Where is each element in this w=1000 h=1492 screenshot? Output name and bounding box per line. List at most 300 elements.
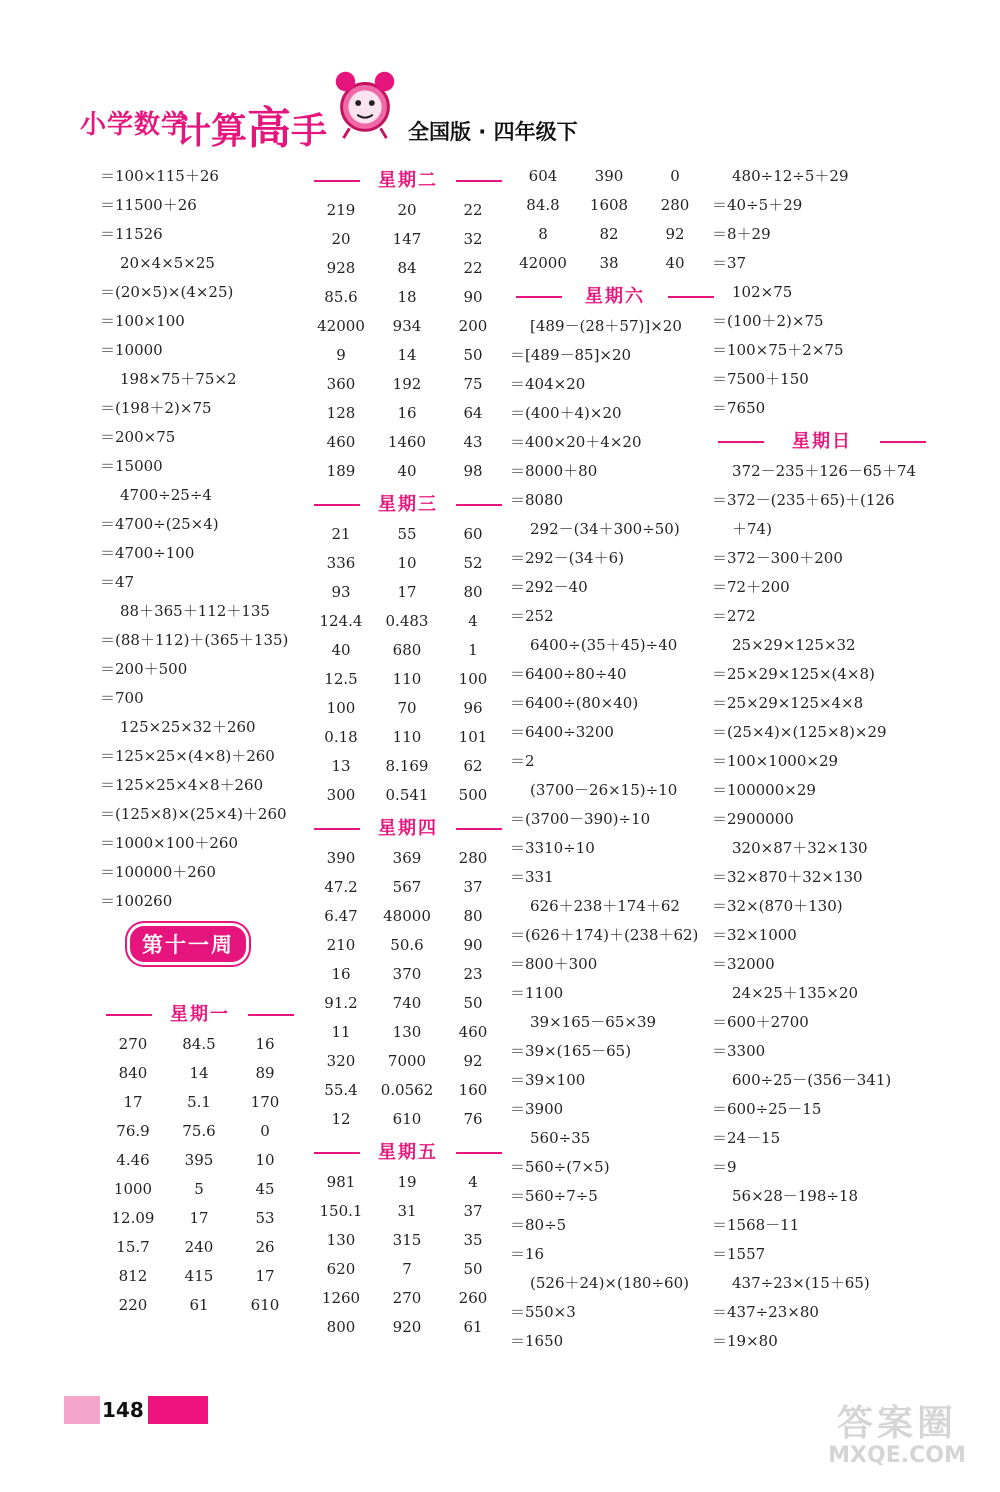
watermark-line: 答案圈 xyxy=(836,1403,957,1444)
calc-line: ＝3900 xyxy=(510,1100,564,1118)
grid-cell: 40 xyxy=(397,462,417,480)
grid-cell: 0.0562 xyxy=(380,1081,434,1099)
calc-line: 39×165－65×39 xyxy=(530,1013,657,1031)
calc-line: 292－(34＋300÷50) xyxy=(530,520,680,538)
calc-line: ＝292－(34＋6) xyxy=(510,549,624,567)
page-header xyxy=(0,0,1000,160)
grid-cell: 22 xyxy=(463,259,483,277)
grid-cell: 800 xyxy=(326,1318,356,1336)
calc-line: ＝100000×29 xyxy=(712,781,816,799)
grid-cell: 10 xyxy=(397,554,417,572)
calc-line: ＝560÷7÷5 xyxy=(510,1187,598,1205)
calc-line: ＝72＋200 xyxy=(712,578,790,596)
column-2 xyxy=(308,162,508,1342)
grid-cell: 90 xyxy=(463,288,483,306)
grid-cell: 100 xyxy=(458,670,488,688)
grid-cell: 84.5 xyxy=(182,1035,216,1053)
header-rule xyxy=(106,1014,152,1016)
grid-cell: 21 xyxy=(331,525,351,543)
calc-line: ＝(25×4)×(125×8)×29 xyxy=(712,723,887,741)
day-label: 星期五 xyxy=(378,1142,438,1163)
grid-cell: 370 xyxy=(392,965,422,983)
calc-line: 56×28－198÷18 xyxy=(732,1187,859,1205)
calc-line: 102×75 xyxy=(732,283,793,301)
calc-line: ＝[489－85]×20 xyxy=(510,346,632,364)
calc-line: ＝8080 xyxy=(510,491,564,509)
grid-cell: 31 xyxy=(397,1202,417,1220)
calc-line: ＝32×870＋32×130 xyxy=(712,868,863,886)
header-rule xyxy=(314,1152,360,1154)
grid-cell: 0.541 xyxy=(385,786,429,804)
calc-line: ＝37 xyxy=(712,254,747,272)
grid-cell: 928 xyxy=(326,259,356,277)
calc-line: ＝200＋500 xyxy=(100,660,188,678)
grid-cell: 17 xyxy=(123,1093,143,1111)
day-label: 星期一 xyxy=(170,1004,230,1025)
calc-line: ＝125×25×(4×8)＋260 xyxy=(100,747,275,765)
calc-line: ＝(3700－390)÷10 xyxy=(510,810,651,828)
calc-line: ＝(20×5)×(4×25) xyxy=(100,283,234,301)
grid-cell: 1260 xyxy=(321,1289,361,1307)
calc-line: ＝100260 xyxy=(100,892,173,910)
grid-cell: 80 xyxy=(463,583,483,601)
header-rule xyxy=(668,296,714,298)
calc-line: ＝1650 xyxy=(510,1332,564,1350)
header-rule xyxy=(718,441,764,443)
grid-cell: 189 xyxy=(326,462,356,480)
grid-cell: 75.6 xyxy=(182,1122,216,1140)
calc-line: ＝11526 xyxy=(100,225,163,243)
grid-cell: 38 xyxy=(599,254,619,272)
day-header-wed xyxy=(308,486,508,520)
calc-line: ＝372－300＋200 xyxy=(712,549,843,567)
watermark-line: MXQE.COM xyxy=(828,1443,966,1468)
calc-line: ＝6400÷(80×40) xyxy=(510,694,639,712)
calc-line: ＝292－40 xyxy=(510,578,588,596)
week-section-header xyxy=(100,916,300,996)
calc-line: ＝1568－11 xyxy=(712,1216,800,1234)
calc-line: ＝3300 xyxy=(712,1042,766,1060)
grid-cell: 981 xyxy=(326,1173,356,1191)
grid-cell: 460 xyxy=(458,1023,488,1041)
grid-cell: 89 xyxy=(255,1064,275,1082)
grid-cell: 10 xyxy=(255,1151,275,1169)
grid-cell: 14 xyxy=(189,1064,209,1082)
calc-line: ＝8＋29 xyxy=(712,225,771,243)
header-rule xyxy=(880,441,926,443)
grid-cell: 48000 xyxy=(383,907,431,925)
grid-cell: 91.2 xyxy=(324,994,358,1012)
calc-line: ＝125×25×4×8＋260 xyxy=(100,776,264,794)
grid-cell: 315 xyxy=(392,1231,422,1249)
grid-cell: 55 xyxy=(397,525,417,543)
grid-cell: 200 xyxy=(458,317,488,335)
grid-cell: 84 xyxy=(397,259,417,277)
grid-cell: 82 xyxy=(599,225,619,243)
grid-cell: 16 xyxy=(397,404,417,422)
day-header-tue xyxy=(308,162,508,196)
calc-line: ＝100×75＋2×75 xyxy=(712,341,844,359)
grid-cell: 320 xyxy=(326,1052,356,1070)
calc-line: 372－235＋126－65＋74 xyxy=(732,462,917,480)
grid-cell: 101 xyxy=(458,728,488,746)
grid-cell: 0.483 xyxy=(385,612,429,630)
day-header-mon xyxy=(100,996,300,1030)
header-rule xyxy=(456,1152,502,1154)
calc-line: ＝437÷23×80 xyxy=(712,1303,819,1321)
grid-cell: 130 xyxy=(392,1023,422,1041)
grid-cell: 934 xyxy=(392,317,422,335)
grid-cell: 0 xyxy=(260,1122,270,1140)
answer-grid xyxy=(308,196,508,486)
grid-cell: 40 xyxy=(331,641,351,659)
grid-cell: 32 xyxy=(463,230,483,248)
calc-line: ＝100000＋260 xyxy=(100,863,216,881)
grid-cell: 19 xyxy=(397,1173,417,1191)
grid-cell: 4 xyxy=(468,612,478,630)
grid-cell: 124.4 xyxy=(319,612,363,630)
calc-block xyxy=(712,457,932,1356)
grid-cell: 47.2 xyxy=(324,878,358,896)
calc-line: ＝(100＋2)×75 xyxy=(712,312,824,330)
calc-line: ＝(125×8)×(25×4)＋260 xyxy=(100,805,287,823)
calc-line: ＝6400÷80÷40 xyxy=(510,665,627,683)
grid-cell: 0.18 xyxy=(324,728,358,746)
calc-line: 320×87＋32×130 xyxy=(732,839,868,857)
grid-cell: 42000 xyxy=(317,317,365,335)
calc-line: 125×25×32＋260 xyxy=(120,718,256,736)
calc-line: ＝2 xyxy=(510,752,535,770)
calc-line: [489－(28＋57)]×20 xyxy=(530,317,682,335)
grid-cell: 0 xyxy=(670,167,680,185)
calc-line: ＝4700÷100 xyxy=(100,544,195,562)
grid-cell: 170 xyxy=(250,1093,280,1111)
column-1 xyxy=(100,162,300,1320)
calc-line: ＝100×1000×29 xyxy=(712,752,839,770)
grid-cell: 110 xyxy=(392,670,422,688)
grid-cell: 16 xyxy=(331,965,351,983)
grid-cell: 620 xyxy=(326,1260,356,1278)
grid-cell: 680 xyxy=(392,641,422,659)
calc-line: ＝(400＋4)×20 xyxy=(510,404,622,422)
grid-cell: 460 xyxy=(326,433,356,451)
grid-cell: 14 xyxy=(397,346,417,364)
calc-line: 24×25＋135×20 xyxy=(732,984,859,1002)
calc-line: ＝10000 xyxy=(100,341,163,359)
day-label: 星期日 xyxy=(792,431,852,452)
calc-line: 560÷35 xyxy=(530,1129,591,1147)
grid-cell: 17 xyxy=(397,583,417,601)
calc-line: ＝9 xyxy=(712,1158,737,1176)
grid-cell: 90 xyxy=(463,936,483,954)
day-label: 星期六 xyxy=(585,286,645,307)
grid-cell: 4.46 xyxy=(116,1151,150,1169)
grid-cell: 17 xyxy=(189,1209,209,1227)
brand-title-part: 手 xyxy=(291,111,328,152)
brand-small-text: 小学数学 xyxy=(80,110,189,140)
grid-cell: 500 xyxy=(458,786,488,804)
grid-cell: 23 xyxy=(463,965,483,983)
grid-cell: 37 xyxy=(463,878,483,896)
grid-cell: 5 xyxy=(194,1180,204,1198)
calc-line: ＝32×1000 xyxy=(712,926,797,944)
grid-cell: 61 xyxy=(463,1318,483,1336)
grid-cell: 9 xyxy=(336,346,346,364)
calc-block xyxy=(100,162,300,916)
grid-cell: 62 xyxy=(463,757,483,775)
calc-line: ＝800＋300 xyxy=(510,955,598,973)
answer-grid xyxy=(308,1168,508,1342)
grid-cell: 52 xyxy=(463,554,483,572)
grid-cell: 1 xyxy=(468,641,478,659)
calc-line: ＝7500＋150 xyxy=(712,370,809,388)
grid-cell: 840 xyxy=(118,1064,148,1082)
calc-line: ＝600÷25－15 xyxy=(712,1100,822,1118)
grid-cell: 260 xyxy=(458,1289,488,1307)
day-label: 星期四 xyxy=(378,818,438,839)
calc-block xyxy=(510,312,720,1356)
calc-line: ＝80÷5 xyxy=(510,1216,567,1234)
calc-line: ＝47 xyxy=(100,573,135,591)
grid-cell: 220 xyxy=(118,1296,148,1314)
grid-cell: 360 xyxy=(326,375,356,393)
footer-bar xyxy=(148,1396,208,1424)
grid-cell: 85.6 xyxy=(324,288,358,306)
header-rule xyxy=(314,504,360,506)
grid-cell: 336 xyxy=(326,554,356,572)
brand-title-part: 计算 xyxy=(175,111,248,152)
grid-cell: 80 xyxy=(463,907,483,925)
grid-cell: 270 xyxy=(392,1289,422,1307)
calc-line: (3700－26×15)÷10 xyxy=(530,781,678,799)
answer-grid xyxy=(510,162,720,278)
calc-line: 437÷23×(15＋65) xyxy=(732,1274,870,1292)
grid-cell: 76 xyxy=(463,1110,483,1128)
grid-cell: 11 xyxy=(331,1023,351,1041)
grid-cell: 43 xyxy=(463,433,483,451)
grid-cell: 60 xyxy=(463,525,483,543)
calc-line: 88＋365＋112＋135 xyxy=(120,602,270,620)
grid-cell: 4 xyxy=(468,1173,478,1191)
grid-cell: 93 xyxy=(331,583,351,601)
grid-cell: 17 xyxy=(255,1267,275,1285)
brand-title-part: 高 xyxy=(247,103,292,154)
grid-cell: 610 xyxy=(250,1296,280,1314)
grid-cell: 604 xyxy=(528,167,558,185)
grid-cell: 20 xyxy=(331,230,351,248)
grid-cell: 390 xyxy=(326,849,356,867)
grid-cell: 12.09 xyxy=(111,1209,155,1227)
grid-cell: 26 xyxy=(255,1238,275,1256)
grid-cell: 61 xyxy=(189,1296,209,1314)
grid-cell: 920 xyxy=(392,1318,422,1336)
alarm-clock-mascot-icon xyxy=(326,64,404,142)
watermark xyxy=(812,1404,982,1474)
calc-line: 25×29×125×32 xyxy=(732,636,856,654)
calc-line: ＝200×75 xyxy=(100,428,176,446)
calc-line: ＝372－(235＋65)＋(126 xyxy=(712,491,895,509)
day-header-sat xyxy=(510,278,720,312)
calc-block xyxy=(712,162,932,423)
calc-line: ＝100×100 xyxy=(100,312,185,330)
answer-grid xyxy=(100,1030,300,1320)
calc-line: ＝100×115＋26 xyxy=(100,167,219,185)
calc-line: ＝(198＋2)×75 xyxy=(100,399,212,417)
calc-line: ＝32000 xyxy=(712,955,775,973)
grid-cell: 12.5 xyxy=(324,670,358,688)
grid-cell: 12 xyxy=(331,1110,351,1128)
grid-cell: 130 xyxy=(326,1231,356,1249)
grid-cell: 740 xyxy=(392,994,422,1012)
calc-line: (526＋24)×(180÷60) xyxy=(530,1274,689,1292)
calc-line: 4700÷25÷4 xyxy=(120,486,212,504)
grid-cell: 390 xyxy=(594,167,624,185)
calc-line: 600÷25－(356－341) xyxy=(732,1071,892,1089)
calc-line: 198×75＋75×2 xyxy=(120,370,237,388)
grid-cell: 415 xyxy=(184,1267,214,1285)
header-rule xyxy=(516,296,562,298)
header-rule xyxy=(456,504,502,506)
calc-line: ＝331 xyxy=(510,868,554,886)
calc-line: ＝25×29×125×(4×8) xyxy=(712,665,875,683)
calc-line: ＝550×3 xyxy=(510,1303,576,1321)
grid-cell: 75 xyxy=(463,375,483,393)
answer-grid xyxy=(308,844,508,1134)
day-header-fri xyxy=(308,1134,508,1168)
grid-cell: 45 xyxy=(255,1180,275,1198)
grid-cell: 1460 xyxy=(387,433,427,451)
calc-line: ＝1100 xyxy=(510,984,564,1002)
header-rule xyxy=(314,180,360,182)
calc-line: ＝700 xyxy=(100,689,144,707)
grid-cell: 50 xyxy=(463,994,483,1012)
grid-cell: 270 xyxy=(118,1035,148,1053)
grid-cell: 150.1 xyxy=(319,1202,363,1220)
calc-line: ＝4700÷(25×4) xyxy=(100,515,219,533)
grid-cell: 5.1 xyxy=(187,1093,211,1111)
calc-line: 626＋238＋174＋62 xyxy=(530,897,680,915)
column-4 xyxy=(712,162,932,1356)
grid-cell: 6.47 xyxy=(324,907,358,925)
calc-line: 6400÷(35＋45)÷40 xyxy=(530,636,678,654)
grid-cell: 15.7 xyxy=(116,1238,150,1256)
calc-line: ＝1000×100＋260 xyxy=(100,834,239,852)
grid-cell: 300 xyxy=(326,786,356,804)
grid-cell: 37 xyxy=(463,1202,483,1220)
calc-line: ＝600＋2700 xyxy=(712,1013,809,1031)
grid-cell: 16 xyxy=(255,1035,275,1053)
calc-line: 20×4×5×25 xyxy=(120,254,215,272)
grid-cell: 35 xyxy=(463,1231,483,1249)
grid-cell: 13 xyxy=(331,757,351,775)
calc-line: ＝24－15 xyxy=(712,1129,781,1147)
grid-cell: 110 xyxy=(392,728,422,746)
grid-cell: 369 xyxy=(392,849,422,867)
calc-line: ＝15000 xyxy=(100,457,163,475)
calc-line: ＝272 xyxy=(712,607,756,625)
grid-cell: 100 xyxy=(326,699,356,717)
grid-cell: 7 xyxy=(402,1260,412,1278)
header-rule xyxy=(456,180,502,182)
calc-line: ＝25×29×125×4×8 xyxy=(712,694,864,712)
header-rule xyxy=(456,828,502,830)
calc-line: ＝19×80 xyxy=(712,1332,778,1350)
calc-line: ＝40÷5＋29 xyxy=(712,196,803,214)
grid-cell: 395 xyxy=(184,1151,214,1169)
grid-cell: 160 xyxy=(458,1081,488,1099)
grid-cell: 40 xyxy=(665,254,685,272)
grid-cell: 50 xyxy=(463,346,483,364)
grid-cell: 53 xyxy=(255,1209,275,1227)
grid-cell: 50.6 xyxy=(390,936,424,954)
grid-cell: 219 xyxy=(326,201,356,219)
calc-line: ＝3310÷10 xyxy=(510,839,595,857)
calc-line: ＝400×20＋4×20 xyxy=(510,433,642,451)
grid-cell: 128 xyxy=(326,404,356,422)
calc-line: ＝11500＋26 xyxy=(100,196,197,214)
header-rule xyxy=(314,828,360,830)
grid-cell: 84.8 xyxy=(526,196,560,214)
calc-line: ＝39×(165－65) xyxy=(510,1042,632,1060)
grid-cell: 8.169 xyxy=(385,757,429,775)
day-header-thu xyxy=(308,810,508,844)
calc-line: ＝404×20 xyxy=(510,375,586,393)
grid-cell: 812 xyxy=(118,1267,148,1285)
grid-cell: 280 xyxy=(660,196,690,214)
answer-grid xyxy=(308,520,508,810)
calc-line: ＝560÷(7×5) xyxy=(510,1158,610,1176)
calc-line: ＝(88＋112)＋(365＋135) xyxy=(100,631,289,649)
grid-cell: 70 xyxy=(397,699,417,717)
calc-line: ＝6400÷3200 xyxy=(510,723,614,741)
grid-cell: 50 xyxy=(463,1260,483,1278)
calc-line: ＝1557 xyxy=(712,1245,766,1263)
footer-tag xyxy=(64,1396,100,1424)
grid-cell: 64 xyxy=(463,404,483,422)
calc-line: ＝39×100 xyxy=(510,1071,586,1089)
page-number: 148 xyxy=(102,1398,144,1422)
grid-cell: 280 xyxy=(458,849,488,867)
grid-cell: 210 xyxy=(326,936,356,954)
grid-cell: 22 xyxy=(463,201,483,219)
grid-cell: 147 xyxy=(392,230,422,248)
calc-line: ＋74) xyxy=(732,520,772,538)
day-label: 星期三 xyxy=(378,494,438,515)
calc-line: ＝32×(870＋130) xyxy=(712,897,843,915)
header-rule xyxy=(248,1014,294,1016)
calc-line: 480÷12÷5＋29 xyxy=(732,167,849,185)
grid-cell: 96 xyxy=(463,699,483,717)
column-3 xyxy=(510,162,720,1356)
grid-cell: 567 xyxy=(392,878,422,896)
grid-cell: 42000 xyxy=(519,254,567,272)
grid-cell: 1000 xyxy=(113,1180,153,1198)
calc-line: ＝252 xyxy=(510,607,554,625)
grid-cell: 92 xyxy=(463,1052,483,1070)
calc-line: ＝2900000 xyxy=(712,810,794,828)
grid-cell: 20 xyxy=(397,201,417,219)
week-badge: 第十一周 xyxy=(130,926,246,962)
grid-cell: 98 xyxy=(463,462,483,480)
grid-cell: 610 xyxy=(392,1110,422,1128)
grid-cell: 18 xyxy=(397,288,417,306)
calc-line: ＝16 xyxy=(510,1245,545,1263)
grid-cell: 92 xyxy=(665,225,685,243)
grid-cell: 240 xyxy=(184,1238,214,1256)
calc-line: ＝7650 xyxy=(712,399,766,417)
edition-label: 全国版 · 四年级下 xyxy=(408,120,578,144)
grid-cell: 55.4 xyxy=(324,1081,358,1099)
